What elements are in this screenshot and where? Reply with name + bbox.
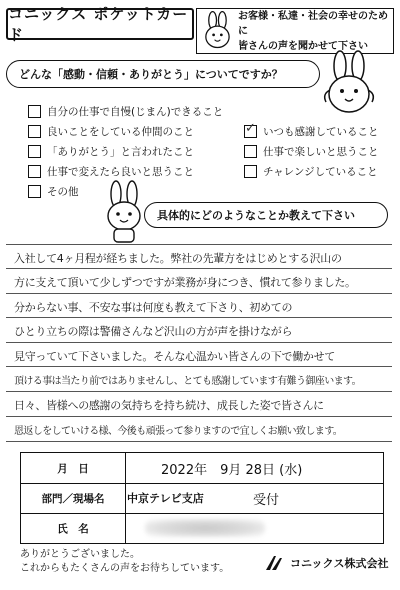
checkbox-checked[interactable] bbox=[244, 125, 257, 138]
option-label: 自分の仕事で自慢(じまん)できること bbox=[47, 105, 224, 118]
thanks-message bbox=[20, 548, 229, 576]
company-label: コニックス株式会社 bbox=[290, 557, 389, 570]
info-table bbox=[20, 452, 384, 544]
option-item[interactable] bbox=[244, 143, 379, 159]
checkbox[interactable] bbox=[244, 165, 257, 178]
rabbit-icon bbox=[318, 50, 380, 118]
detail-prompt-bubble: 具体的にどのようなことか教えて下さい bbox=[144, 202, 388, 228]
checkbox[interactable] bbox=[28, 165, 41, 178]
checkbox[interactable] bbox=[28, 125, 41, 138]
comment-line: 見守っていて下さいました。そんな心温かい皆さんの下で働かせて bbox=[14, 350, 335, 363]
comment-line: 方に支えて頂いて少しずつですが業務が身につき、慣れて参りました。 bbox=[14, 276, 356, 289]
option-item[interactable] bbox=[28, 103, 223, 119]
option-item[interactable] bbox=[244, 123, 379, 139]
dept-value[interactable]: 中京テレビ支店 bbox=[127, 492, 204, 505]
checkbox[interactable] bbox=[28, 145, 41, 158]
comment-area[interactable] bbox=[6, 244, 392, 448]
comment-line: 日々、皆様への感謝の気持ちを持ち続け、成長した姿で皆さんに bbox=[14, 399, 324, 412]
option-label: 良いことをしている仲間のこと bbox=[47, 125, 194, 138]
comment-line: ひとり立ちの際は警備さんなど沢山の方が声を掛けながら bbox=[14, 325, 293, 338]
slogan-box bbox=[196, 8, 394, 54]
slogan-line-1: お客様・私達・社会の幸せのために bbox=[237, 10, 388, 37]
name-label: 氏 名 bbox=[21, 513, 126, 543]
option-item[interactable] bbox=[28, 143, 223, 159]
dept-label: 部門／現場名 bbox=[21, 483, 126, 513]
option-item[interactable] bbox=[28, 163, 223, 179]
checkbox[interactable] bbox=[28, 185, 41, 198]
date-label: 月 日 bbox=[21, 453, 126, 483]
company-logo-icon bbox=[264, 554, 286, 572]
option-label: 仕事で楽しいと思うこと bbox=[263, 145, 379, 158]
option-label: その他 bbox=[47, 185, 79, 198]
comment-line: 分からない事、不安な事は何度も教えて下さり、初めての bbox=[14, 301, 293, 314]
dept-extra[interactable]: 受付 bbox=[253, 492, 280, 508]
date-value[interactable]: 2022年 9月 28日 (水) bbox=[161, 462, 303, 478]
rabbit-icon bbox=[201, 11, 234, 51]
option-label: 仕事で変えたら良いと思うこと bbox=[47, 165, 194, 178]
option-item[interactable] bbox=[28, 123, 223, 139]
thanks-line-1: ありがとうございました。 bbox=[20, 549, 140, 560]
thanks-line-2: これからもたくさんの声をお待ちしています。 bbox=[20, 563, 230, 574]
comment-line: 恩返しをしていける様、今後も頑張って参りますので宜しくお願い致します。 bbox=[14, 426, 343, 437]
comment-line: 入社して4ヶ月程が経ちました。弊社の先輩方をはじめとする沢山の bbox=[14, 252, 342, 265]
option-label: 「ありがとう」と言われたこと bbox=[47, 145, 194, 158]
checkbox[interactable] bbox=[28, 105, 41, 118]
card-title: コニックス ポケットカード bbox=[6, 8, 194, 40]
dept-row bbox=[21, 483, 383, 514]
slogan-line-2: 皆さんの声を聞かせて下さい bbox=[237, 40, 368, 52]
date-row bbox=[21, 453, 383, 484]
name-redacted bbox=[145, 519, 265, 537]
name-row bbox=[21, 513, 383, 543]
options-right bbox=[244, 123, 379, 179]
option-label: チャレンジしていること bbox=[263, 165, 378, 178]
company-name bbox=[264, 554, 388, 572]
option-label: いつも感謝していること bbox=[263, 125, 379, 138]
comment-line: 頂ける事は当たり前ではありませんし、とても感謝しています有難う御座います。 bbox=[14, 376, 361, 387]
checkbox[interactable] bbox=[244, 145, 257, 158]
option-item[interactable] bbox=[244, 163, 379, 179]
question-bubble: どんな「感動・信頼・ありがとう」についてですか？ bbox=[6, 60, 320, 88]
